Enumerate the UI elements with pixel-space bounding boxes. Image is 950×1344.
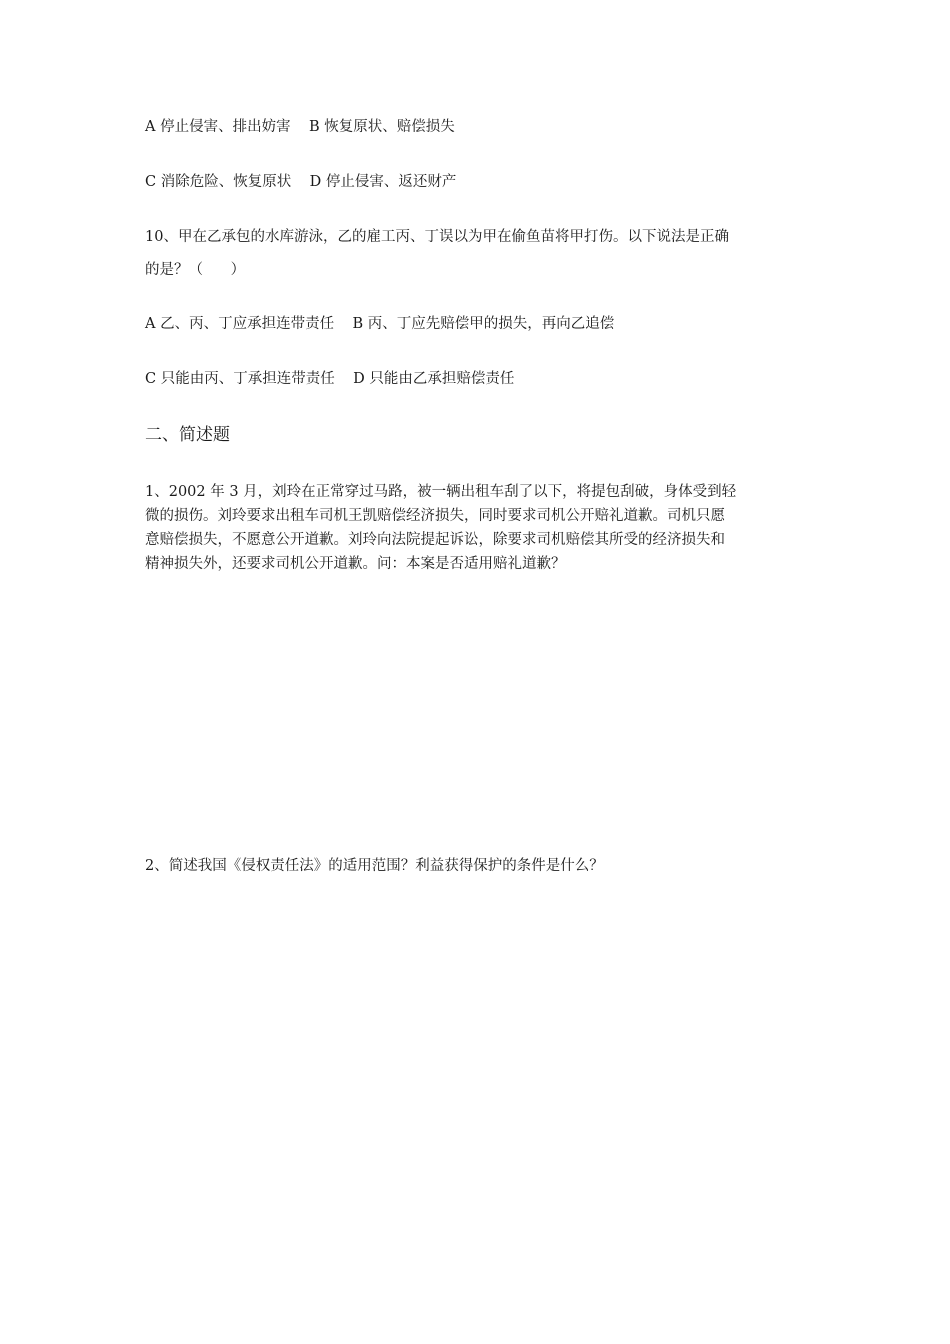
q10-stem-line-1: 10、甲在乙承包的水库游泳，乙的雇工丙、丁误以为甲在偷鱼苗将甲打伤。以下说法是正确 [145,229,729,245]
q10-options-line-1: A 乙、丙、丁应承担连带责任 B 丙、丁应先赔偿甲的损失，再向乙追偿 [145,316,615,332]
sq1-line-3: 意赔偿损失，不愿意公开道歉。刘玲向法院提起诉讼，除要求司机赔偿其所受的经济损失和 [145,532,725,548]
section-heading: 二、简述题 [145,425,230,445]
short-answer-question-1 [145,480,815,576]
sq1-line-4: 精神损失外，还要求司机公开道歉。问：本案是否适用赔礼道歉？ [145,556,566,572]
sq1-line-2: 微的损伤。刘玲要求出租车司机王凯赔偿经济损失，同时要求司机公开赔礼道歉。司机只愿 [145,508,725,524]
q9-options-line-2: C 消除危险、恢复原状 D 停止侵害、返还财产 [145,174,457,190]
q9-options-line-1: A 停止侵害、排出妨害 B 恢复原状、赔偿损失 [145,119,455,135]
q10-options-line-2: C 只能由丙、丁承担连带责任 D 只能由乙承担赔偿责任 [145,371,515,387]
sq1-line-1: 1、2002 年 3 月，刘玲在正常穿过马路，被一辆出租车刮了以下，将提包刮破，身体受到轻 [145,484,737,500]
short-answer-question-2: 2、简述我国《侵权责任法》的适用范围？利益获得保护的条件是什么？ [145,858,604,874]
q10-stem-line-2: 的是？（ ） [145,262,246,278]
